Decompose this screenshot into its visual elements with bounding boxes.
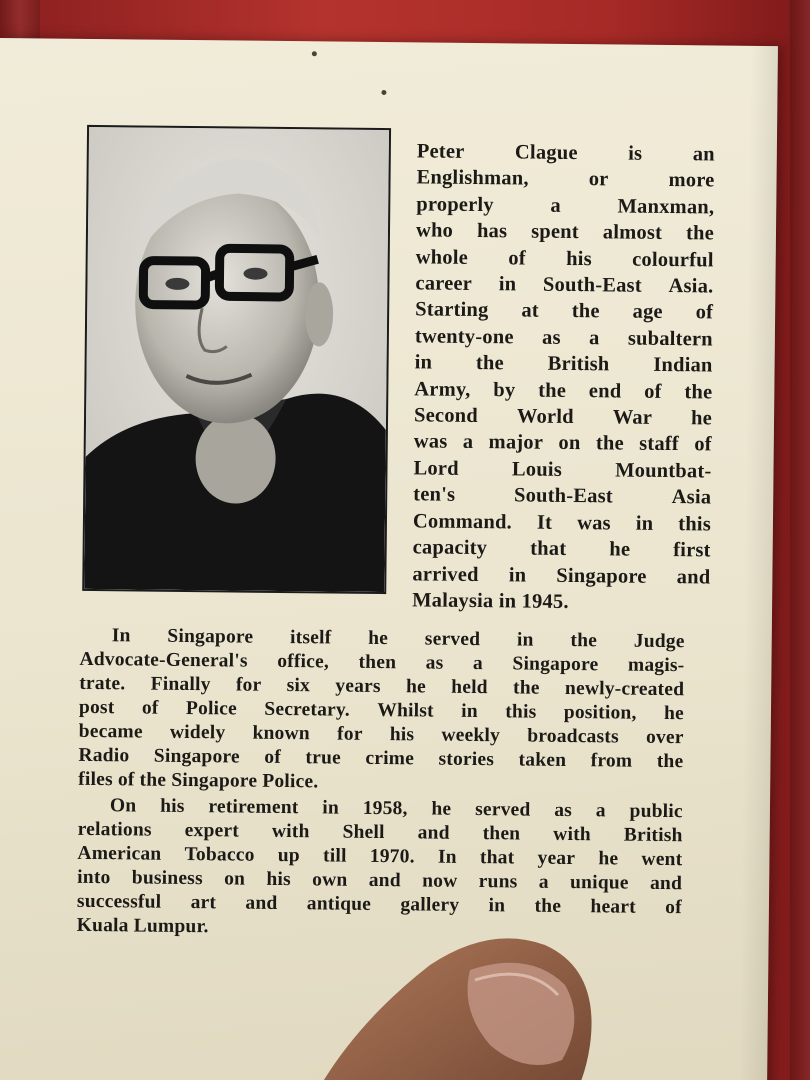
word: Secretary. xyxy=(264,698,351,721)
word: the xyxy=(570,630,598,652)
word: position, xyxy=(563,701,637,724)
word: till xyxy=(322,845,347,867)
word: a xyxy=(550,194,562,217)
word: more xyxy=(668,169,715,192)
word: 1958, xyxy=(362,797,408,820)
word: in xyxy=(488,895,506,917)
word: for xyxy=(235,674,262,696)
word: he xyxy=(405,676,427,698)
word: an xyxy=(692,143,715,166)
word: capacity xyxy=(412,536,488,560)
word: known xyxy=(252,722,311,745)
word: business xyxy=(131,867,203,890)
word: of xyxy=(694,433,712,456)
thumb-icon xyxy=(300,925,620,1080)
word: or xyxy=(588,168,609,191)
word: unique xyxy=(569,872,629,894)
word: true xyxy=(305,747,342,769)
word: the xyxy=(538,379,567,402)
word: he xyxy=(598,848,619,870)
word: World xyxy=(516,405,574,429)
word: Police xyxy=(185,697,238,720)
word: into xyxy=(77,866,111,889)
word: then xyxy=(482,823,521,845)
word: and xyxy=(368,869,401,892)
word: a xyxy=(588,327,600,350)
word: on xyxy=(224,868,246,890)
word: his xyxy=(266,868,292,891)
book-back-cover xyxy=(0,38,778,1080)
word: the xyxy=(685,222,715,245)
word: newly-created xyxy=(564,677,685,701)
word: on xyxy=(558,432,581,455)
word: itself xyxy=(290,627,332,649)
bio-body-paragraphs xyxy=(77,624,685,944)
word: his xyxy=(160,795,185,817)
word: he xyxy=(663,702,685,725)
word: properly xyxy=(416,193,494,216)
text-line xyxy=(414,350,712,380)
thumb-in-frame xyxy=(300,925,620,1080)
word: then xyxy=(358,651,397,674)
word: he xyxy=(609,538,631,561)
word: In xyxy=(437,846,457,868)
word: his xyxy=(566,247,592,270)
word: stories xyxy=(438,748,495,771)
word: taken xyxy=(518,749,567,771)
word: widely xyxy=(169,721,226,744)
word: subaltern xyxy=(627,327,713,351)
word: he xyxy=(431,798,452,820)
word: of xyxy=(264,746,282,768)
word: in xyxy=(414,351,433,374)
word: Manxman, xyxy=(617,195,715,219)
word: Singapore xyxy=(153,745,240,768)
word: in xyxy=(498,273,517,296)
word: career xyxy=(415,272,473,295)
word: by xyxy=(493,378,516,402)
word: he xyxy=(368,627,389,650)
word: War xyxy=(612,406,653,429)
word: post xyxy=(78,696,115,719)
word: Advocate-General's xyxy=(79,648,248,672)
portrait-icon xyxy=(84,127,389,592)
text-line xyxy=(415,323,713,353)
word: he xyxy=(691,407,713,430)
word: for xyxy=(336,723,363,745)
word: in xyxy=(508,563,527,587)
text-line xyxy=(413,508,711,538)
word: Malaysia in 1945. xyxy=(412,589,569,613)
bio-paragraph-retirement xyxy=(77,794,683,944)
word: Clague xyxy=(514,141,578,165)
word: in xyxy=(461,700,478,723)
word: with xyxy=(553,823,591,846)
text-line xyxy=(412,587,710,617)
word: now xyxy=(422,870,458,892)
word: over xyxy=(645,726,684,749)
word: from xyxy=(590,750,633,772)
word: in xyxy=(322,797,340,819)
word: is xyxy=(628,142,643,165)
word: magis- xyxy=(627,654,685,677)
text-line xyxy=(414,429,712,459)
word: 1970. xyxy=(369,845,415,868)
word: Second xyxy=(413,404,479,428)
word: Kuala Lumpur. xyxy=(76,914,209,938)
word: six xyxy=(286,675,311,697)
word: American xyxy=(77,842,162,865)
word: Asia xyxy=(671,486,712,509)
word: served xyxy=(424,628,481,651)
word: twenty-one xyxy=(414,325,514,349)
word: the xyxy=(534,895,562,917)
text-line xyxy=(415,297,713,327)
word: office, xyxy=(277,650,330,673)
word: Singapore xyxy=(167,625,254,648)
word: In xyxy=(111,625,131,647)
word: retirement xyxy=(208,796,299,819)
text-line xyxy=(412,561,710,591)
word: Judge xyxy=(633,630,685,653)
word: a xyxy=(462,431,474,454)
bio-paragraph-career xyxy=(78,624,685,798)
paper-speck xyxy=(312,51,317,56)
word: first xyxy=(673,539,711,562)
word: Singapore xyxy=(512,653,599,676)
word: Shell xyxy=(342,821,385,844)
word: in xyxy=(516,629,534,651)
word: the xyxy=(512,677,540,699)
word: the xyxy=(595,432,624,456)
word: went xyxy=(641,848,683,871)
curtain-fold xyxy=(790,0,810,1080)
word: served xyxy=(475,799,531,821)
word: Command. xyxy=(412,510,513,534)
word: Lord xyxy=(413,457,459,480)
word: Radio xyxy=(78,744,130,767)
word: Finally xyxy=(150,673,211,696)
word: that xyxy=(530,537,567,561)
word: year xyxy=(537,847,576,870)
word: expert xyxy=(184,819,240,842)
text-line xyxy=(416,191,714,221)
word: own xyxy=(312,869,348,891)
text-line xyxy=(414,402,712,432)
text-line xyxy=(417,138,715,168)
word: a xyxy=(538,871,549,893)
word: It xyxy=(536,511,553,534)
word: art xyxy=(190,892,217,914)
word: staff xyxy=(639,433,680,456)
word: Tobacco xyxy=(184,843,255,866)
page-edge-shadow xyxy=(739,46,778,1080)
word: Singapore xyxy=(556,564,647,588)
author-portrait-photo xyxy=(82,125,391,594)
word: crime xyxy=(365,747,415,770)
word: On xyxy=(109,795,137,817)
word: and xyxy=(676,565,711,588)
word: age xyxy=(632,301,663,324)
word: Englishman, xyxy=(416,166,529,190)
word: Mountbat- xyxy=(615,459,712,483)
word: files of the Singapore Police. xyxy=(78,768,319,793)
word: public xyxy=(629,800,683,823)
word: that xyxy=(479,847,515,869)
word: became xyxy=(78,720,143,743)
word: as xyxy=(541,326,561,349)
word: as xyxy=(425,652,444,674)
word: antique xyxy=(306,893,372,915)
word: Whilst xyxy=(377,699,434,722)
word: years xyxy=(335,675,381,698)
word: Louis xyxy=(511,458,563,481)
word: at xyxy=(521,299,540,323)
text-line xyxy=(414,376,712,406)
word: the xyxy=(684,380,713,404)
word: up xyxy=(277,844,301,867)
word: the xyxy=(475,352,504,375)
word: relations xyxy=(77,818,152,841)
word: of xyxy=(141,697,159,719)
text-line xyxy=(413,482,711,512)
word: South-East xyxy=(513,484,614,508)
word: British xyxy=(547,353,610,376)
word: Army, xyxy=(414,378,471,401)
word: major xyxy=(488,431,544,455)
word: gallery xyxy=(400,894,460,916)
text-line xyxy=(413,455,711,485)
word: Starting xyxy=(415,298,489,322)
text-line xyxy=(416,244,714,274)
text-line xyxy=(416,165,714,195)
word: end xyxy=(588,379,622,403)
word: spent xyxy=(531,220,580,244)
word: Indian xyxy=(653,354,713,377)
word: of xyxy=(644,380,662,403)
word: the xyxy=(571,300,600,323)
text-line xyxy=(415,270,713,300)
word: Asia. xyxy=(668,275,714,298)
word: with xyxy=(271,820,310,843)
word: successful xyxy=(76,890,162,913)
word: was xyxy=(577,511,611,535)
word: of xyxy=(508,246,526,270)
word: and xyxy=(245,892,278,914)
word: a xyxy=(595,800,606,822)
text-line xyxy=(416,218,714,248)
word: his xyxy=(389,724,415,746)
word: trate. xyxy=(79,672,126,695)
word: runs xyxy=(478,871,518,893)
word: South-East xyxy=(542,273,642,297)
word: arrived xyxy=(412,562,479,586)
word: broadcasts xyxy=(527,725,619,748)
word: and xyxy=(649,872,683,895)
word: held xyxy=(451,676,488,699)
word: in xyxy=(635,512,654,535)
word: ten's xyxy=(413,483,456,507)
word: a xyxy=(472,652,484,675)
word: this xyxy=(505,701,537,723)
word: weekly xyxy=(441,724,501,747)
word: as xyxy=(554,799,573,822)
word: was xyxy=(413,430,448,454)
word: this xyxy=(678,512,712,536)
word: British xyxy=(623,824,683,847)
word: almost xyxy=(602,221,663,245)
word: whole xyxy=(415,245,469,269)
word: of xyxy=(695,301,714,324)
word: has xyxy=(476,220,508,243)
text-line xyxy=(413,534,711,564)
word: who xyxy=(415,219,454,242)
word: Peter xyxy=(416,140,465,163)
word: colourful xyxy=(632,248,714,272)
word: heart xyxy=(590,896,636,918)
word: and xyxy=(417,822,450,844)
paper-speck xyxy=(381,90,386,95)
bio-intro-column xyxy=(412,138,715,616)
word: of xyxy=(665,897,682,919)
word: the xyxy=(656,750,684,773)
